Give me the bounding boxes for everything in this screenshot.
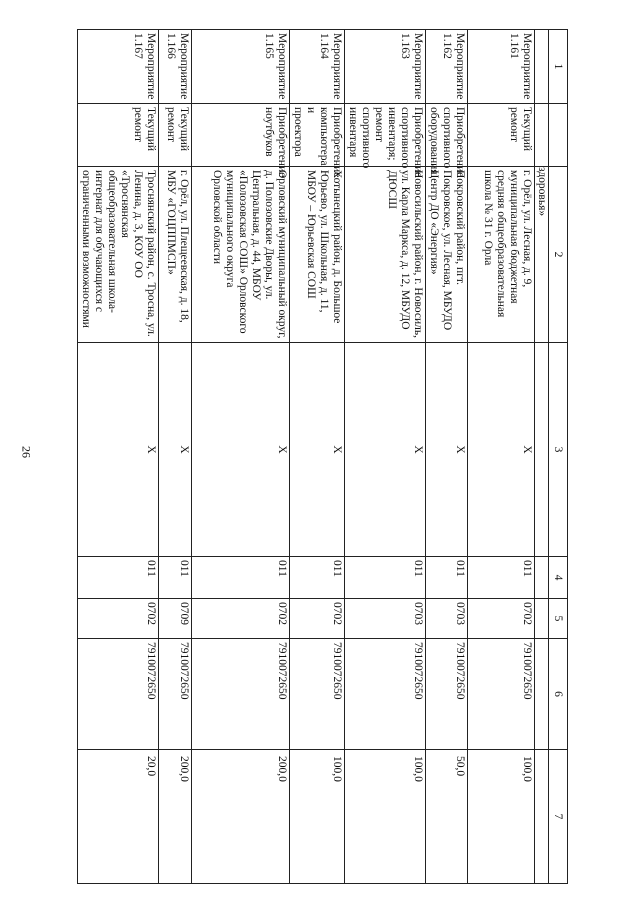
- table-row: [159, 30, 192, 884]
- mark-cell: X: [78, 343, 159, 557]
- amount-cell: 50,0: [426, 750, 468, 884]
- header-cell: 7: [549, 750, 568, 884]
- amount-cell: 100,0: [468, 750, 535, 884]
- address-cell: Орловский муниципальный округ, д. Полозовские Дворы, ул. Центральная, д. 44, МБОУ «Полозовская СОШ» Орловского муниципального округа Орловской области: [192, 167, 290, 343]
- target-cell: 7910072650: [192, 639, 290, 750]
- continuation-row: [535, 30, 549, 884]
- table-row: [290, 30, 345, 884]
- code-cell: 011: [345, 557, 426, 599]
- header-cell: [549, 104, 568, 167]
- table-row: [192, 30, 290, 884]
- amount-cell: 100,0: [290, 750, 345, 884]
- header-cell: 4: [549, 557, 568, 599]
- target-cell: 7910072650: [78, 639, 159, 750]
- event-cell: Мероприятие 1.161: [468, 30, 535, 104]
- work-cell: Приобретение компьютера и проектора: [290, 104, 345, 167]
- mark-cell: X: [290, 343, 345, 557]
- work-cell: Текущий ремонт: [78, 104, 159, 167]
- code-cell: 011: [78, 557, 159, 599]
- mark-cell: X: [159, 343, 192, 557]
- target-cell: 7910072650: [468, 639, 535, 750]
- amount-cell: 100,0: [345, 750, 426, 884]
- section-cell: 0703: [426, 599, 468, 639]
- mark-cell: X: [345, 343, 426, 557]
- code-cell: 011: [290, 557, 345, 599]
- event-cell: Мероприятие 1.163: [345, 30, 426, 104]
- section-cell: 0702: [78, 599, 159, 639]
- section-cell: 0702: [468, 599, 535, 639]
- work-cell: Текущий ремонт: [159, 104, 192, 167]
- target-cell: 7910072650: [345, 639, 426, 750]
- code-cell: 011: [468, 557, 535, 599]
- work-cell: Приобретение спортивного инвентаря; ремонт спортивного инвентаря: [345, 104, 426, 167]
- header-cell: 1: [549, 30, 568, 104]
- section-cell: 0702: [290, 599, 345, 639]
- header-cell: 2: [549, 167, 568, 343]
- table-row: [345, 30, 426, 884]
- event-cell: Мероприятие 1.165: [192, 30, 290, 104]
- code-cell: 011: [426, 557, 468, 599]
- work-cell: Приобретение ноутбуков: [192, 104, 290, 167]
- event-cell: Мероприятие 1.162: [426, 30, 468, 104]
- continuation-text: здоровья»: [535, 167, 549, 343]
- budget-table: [77, 29, 568, 884]
- mark-cell: X: [468, 343, 535, 557]
- amount-cell: 20,0: [78, 750, 159, 884]
- header-cell: 3: [549, 343, 568, 557]
- rotated-table-container: [80, 29, 568, 883]
- work-cell: Текущий ремонт: [468, 104, 535, 167]
- address-cell: Покровский район, пгт. Покровское, ул. Лесная, МБУДО Центр ДО «Энергия»: [426, 167, 468, 343]
- code-cell: 011: [159, 557, 192, 599]
- address-cell: г. Орёл, ул. Лесная, д. 9, муниципальная бюджетная средняя общеобразовательная школа № 31 г. Орла: [468, 167, 535, 343]
- header-row: [549, 30, 568, 884]
- address-cell: Хотынецкий район, д. Большое Юрьево, ул. Школьная, д. 11, МБОУ – Юрьевская СОШ: [290, 167, 345, 343]
- event-cell: Мероприятие 1.166: [159, 30, 192, 104]
- section-cell: 0709: [159, 599, 192, 639]
- table-row: [78, 30, 159, 884]
- work-cell: Приобретение спортивного оборудования: [426, 104, 468, 167]
- table-row: [468, 30, 535, 884]
- target-cell: 7910072650: [290, 639, 345, 750]
- event-cell: Мероприятие 1.164: [290, 30, 345, 104]
- amount-cell: 200,0: [159, 750, 192, 884]
- address-cell: Троснянский район, с. Тросна, ул. Ленина, д. 3, КОУ ОО «Троснянская общеобразовательная школа-интернат для обучающихся с ограниченными возможностями: [78, 167, 159, 343]
- section-cell: 0703: [345, 599, 426, 639]
- header-cell: 6: [549, 639, 568, 750]
- mark-cell: X: [426, 343, 468, 557]
- table-row: [426, 30, 468, 884]
- amount-cell: 200,0: [192, 750, 290, 884]
- address-cell: г. Орёл, ул. Плещеевская, д. 18, МБУ «ГОЦППМСП»: [159, 167, 192, 343]
- header-cell: 5: [549, 599, 568, 639]
- target-cell: 7910072650: [159, 639, 192, 750]
- code-cell: 011: [192, 557, 290, 599]
- section-cell: 0702: [192, 599, 290, 639]
- page-number: 26: [19, 446, 34, 458]
- event-cell: Мероприятие 1.167: [78, 30, 159, 104]
- address-cell: Новосильский район, г. Новосиль, ул. Карла Маркса, д. 12, МБУДО ДЮСШ: [345, 167, 426, 343]
- mark-cell: X: [192, 343, 290, 557]
- target-cell: 7910072650: [426, 639, 468, 750]
